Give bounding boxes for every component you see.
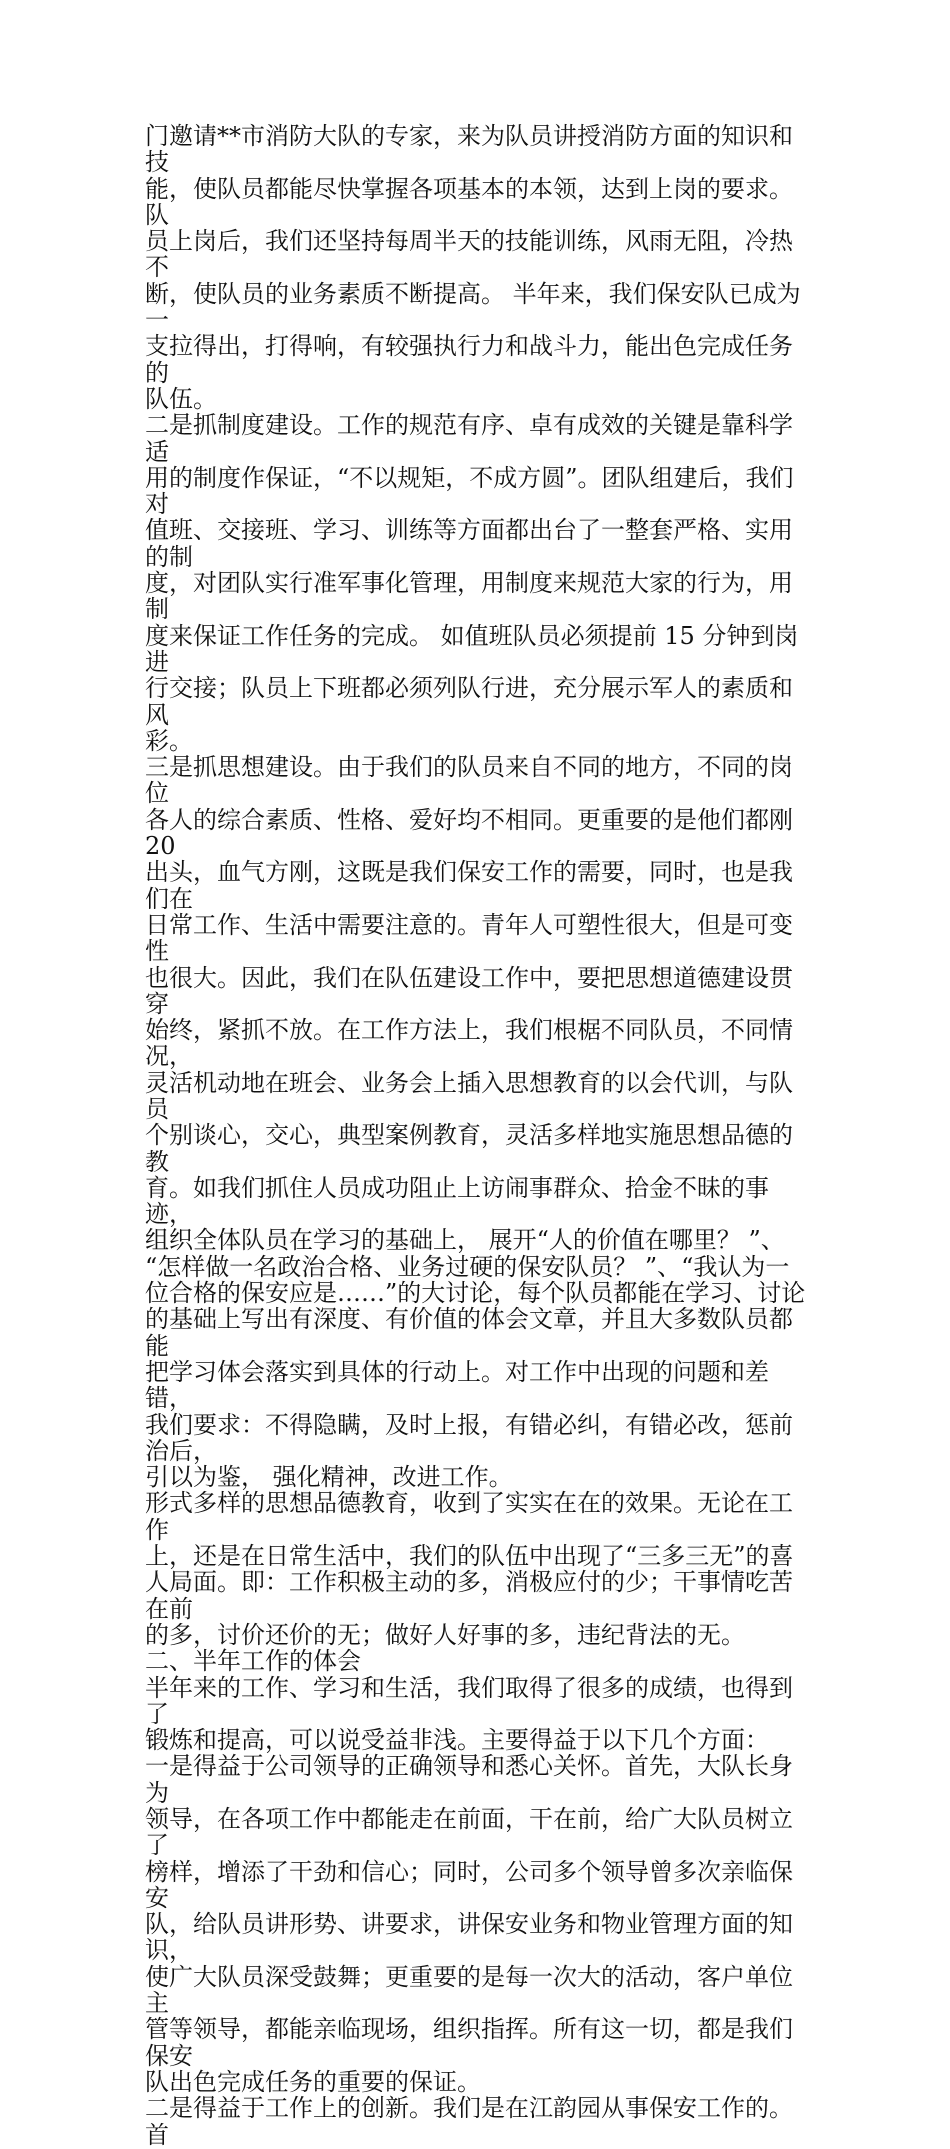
- paragraph-education-results: 形式多样的思想品德教育，收到了实实在在的效果。无论在工作 上，还是在日常生活中，我们的队伍中出现了“三多三无”的喜 人局面。即：工作积极主动的多，消极应付的少；干事情吃苦在前 的多，讨价还价的无；做好人好事的多，违纪背法的无。: [145, 1489, 794, 1649]
- paragraph-ideology-building: 三是抓思想建设。由于我们的队员来自不同的地方，不同的岗位 各人的综合素质、性格、爱好均不相同。更重要的是他们都刚 20 出头，血气方刚，这既是我们保安工作的需要，同时，也是我们在 日常工作、生活中需要注意的。青年人可塑性很大，但是可变性 也很大。因此，我们在队伍建设工作中，要把思想道德建设贯穿 始终，紧抓不放。在工作方法上，我们根椐不同队员，不同情况， 灵活机动地在班会、业务会上插入思想教育的以会代训，与队员 个别谈心，交心，典型案例教育，灵活多样地实施思想品德的教 育。如我们抓住人员成功阻止上访闹事群众、拾金不昧的事迹， 组织全体队员在学习的基础上， 展开“人的价值在哪里？ ”、 “怎样做一名政治合格、业务过硬的保安队员？ ”、“我认为一 位合格的保安应是……”的大讨论，每个队员都能在学习、讨论 的基础上写出有深度、有价值的体会文章，并且大多数队员都能 把学习体会落实到具体的行动上。对工作中出现的问题和差错， 我们要求：不得隐瞒，及时上报，有错必纠，有错必改，惩前治后， 引以为鉴， 强化精神，改进工作。: [145, 753, 806, 1492]
- section-heading-experience: 二、半年工作的体会: [145, 1647, 361, 1676]
- paragraph-leadership: 一是得益于公司领导的正确领导和悉心关怀。首先，大队长身为 领导，在各项工作中都能走在前面，干在前，给广大队员树立了 榜样，增添了干劲和信心；同时，公司多个领导曾多次亲临保安 队，给队员讲形势、讲要求，讲保安业务和物业管理方面的知识， 使广大队员深受鼓舞；更重要的是每一次大的活动，客户单位主 管等领导，都能亲临现场，组织指挥。所有这一切，都是我们保安 队出色完成任务的重要的保证。: [145, 1752, 793, 2096]
- document-body: [145, 123, 813, 2148]
- paragraph-training: 门邀请**市消防大队的专家，来为队员讲授消防方面的知识和技 能，使队员都能尽快掌握各项基本的本领，达到上岗的要求。队 员上岗后，我们还坚持每周半天的技能训练，风雨无阻，冷热不 断，使队员的业务素质不断提高。 半年来，我们保安队已成为一 支拉得出，打得响，有较强执行力和战斗力，能出色完成任务的 队伍。: [145, 122, 801, 413]
- paragraph-innovation: 二是得益于工作上的创新。我们是在江韵园从事保安工作的。首: [145, 2094, 793, 2149]
- paragraph-half-year-summary: 半年来的工作、学习和生活，我们取得了很多的成绩，也得到了 锻炼和提高，可以说受益非浅。主要得益于以下几个方面：: [145, 1673, 793, 1755]
- paragraph-system-building: 二是抓制度建设。工作的规范有序、卓有成效的关键是靠科学适 用的制度作保证，“不以规矩，不成方圆”。团队组建后，我们对 值班、交接班、学习、训练等方面都出台了一整套严格、实用的制 度，对团队实行准军事化管理，用制度来规范大家的行为，用制 度来保证工作任务的完成。 如值班队员必须提前 15 分钟到岗进 行交接；队员上下班都必须列队行进，充分展示军人的素质和风 彩。: [145, 411, 799, 755]
